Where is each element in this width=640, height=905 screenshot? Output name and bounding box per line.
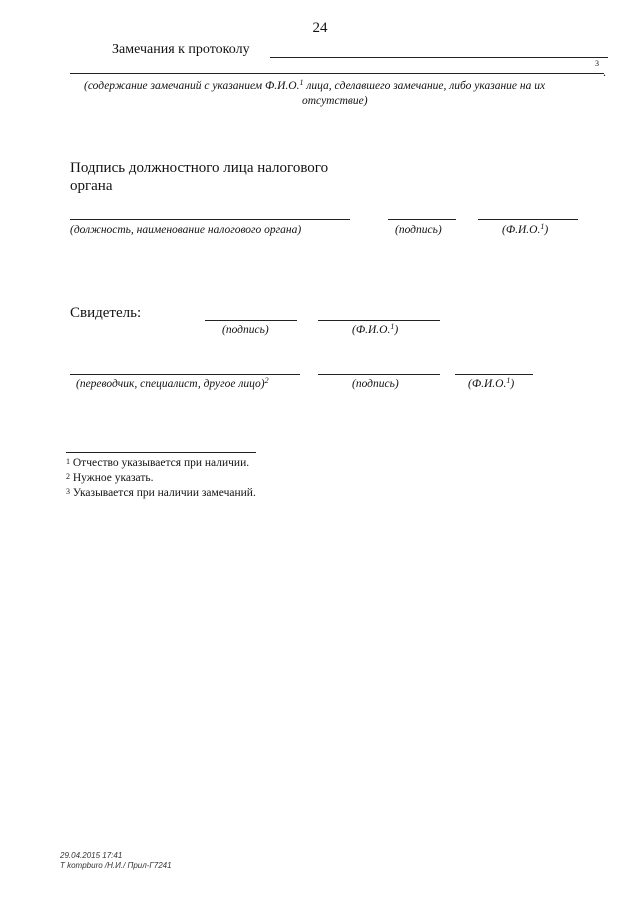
witness-label: Свидетель: (70, 305, 142, 321)
remarks-label: Замечания к протоколу (112, 42, 250, 57)
other-signature-line[interactable] (318, 374, 440, 375)
remarks-line-2[interactable] (70, 73, 604, 74)
hint-footnote-ref: 1 (299, 78, 304, 87)
official-signature-line[interactable] (388, 219, 456, 220)
remarks-hint: (содержание замечаний с указанием Ф.И.О.$^1$ лица, сделавшего замечание, либо указание на их (84, 78, 546, 92)
witness-signature-label: (подпись) (222, 324, 269, 336)
other-role-line[interactable] (70, 374, 300, 375)
official-title-1: Подпись должностного лица налогового (70, 160, 329, 176)
footnote-3: $^3$ Указывается при наличии замечаний. (66, 487, 256, 499)
official-position-label: (должность, наименование налогового органа) (70, 224, 302, 236)
print-stamp-date: 29.04.2015 17:41 (60, 851, 123, 860)
official-title-2: органа (70, 178, 113, 194)
official-position-line[interactable] (70, 219, 350, 220)
footnote-separator (66, 452, 256, 453)
footnote-1: $^1$ Отчество указывается при наличии. (66, 457, 250, 469)
remarks-hint-cont: отсутствие) (302, 95, 368, 107)
other-name-line[interactable] (455, 374, 533, 375)
footnote-2: $^2$ Нужное указать. (66, 472, 154, 484)
other-name-label: (Ф.И.О.$^1$) (468, 376, 515, 390)
witness-signature-line[interactable] (205, 320, 297, 321)
official-name-label: (Ф.И.О.$^1$) (502, 222, 549, 236)
remarks-line-1[interactable] (270, 57, 608, 58)
print-stamp-ref: Т kompburo /Н.И./ Прил-Г7241 (60, 861, 172, 870)
remarks-footnote-mark: 3 (595, 59, 599, 68)
print-stamp (60, 851, 172, 871)
witness-name-label: (Ф.И.О.$^1$) (352, 322, 399, 336)
page-number: 24 (312, 20, 328, 36)
official-signature-label: (подпись) (395, 224, 442, 236)
official-name-line[interactable] (478, 219, 578, 220)
other-signature-label: (подпись) (352, 378, 399, 390)
other-role-label: (переводчик, специалист, другое лицо)$^2$ (76, 376, 269, 390)
witness-name-line[interactable] (318, 320, 440, 321)
